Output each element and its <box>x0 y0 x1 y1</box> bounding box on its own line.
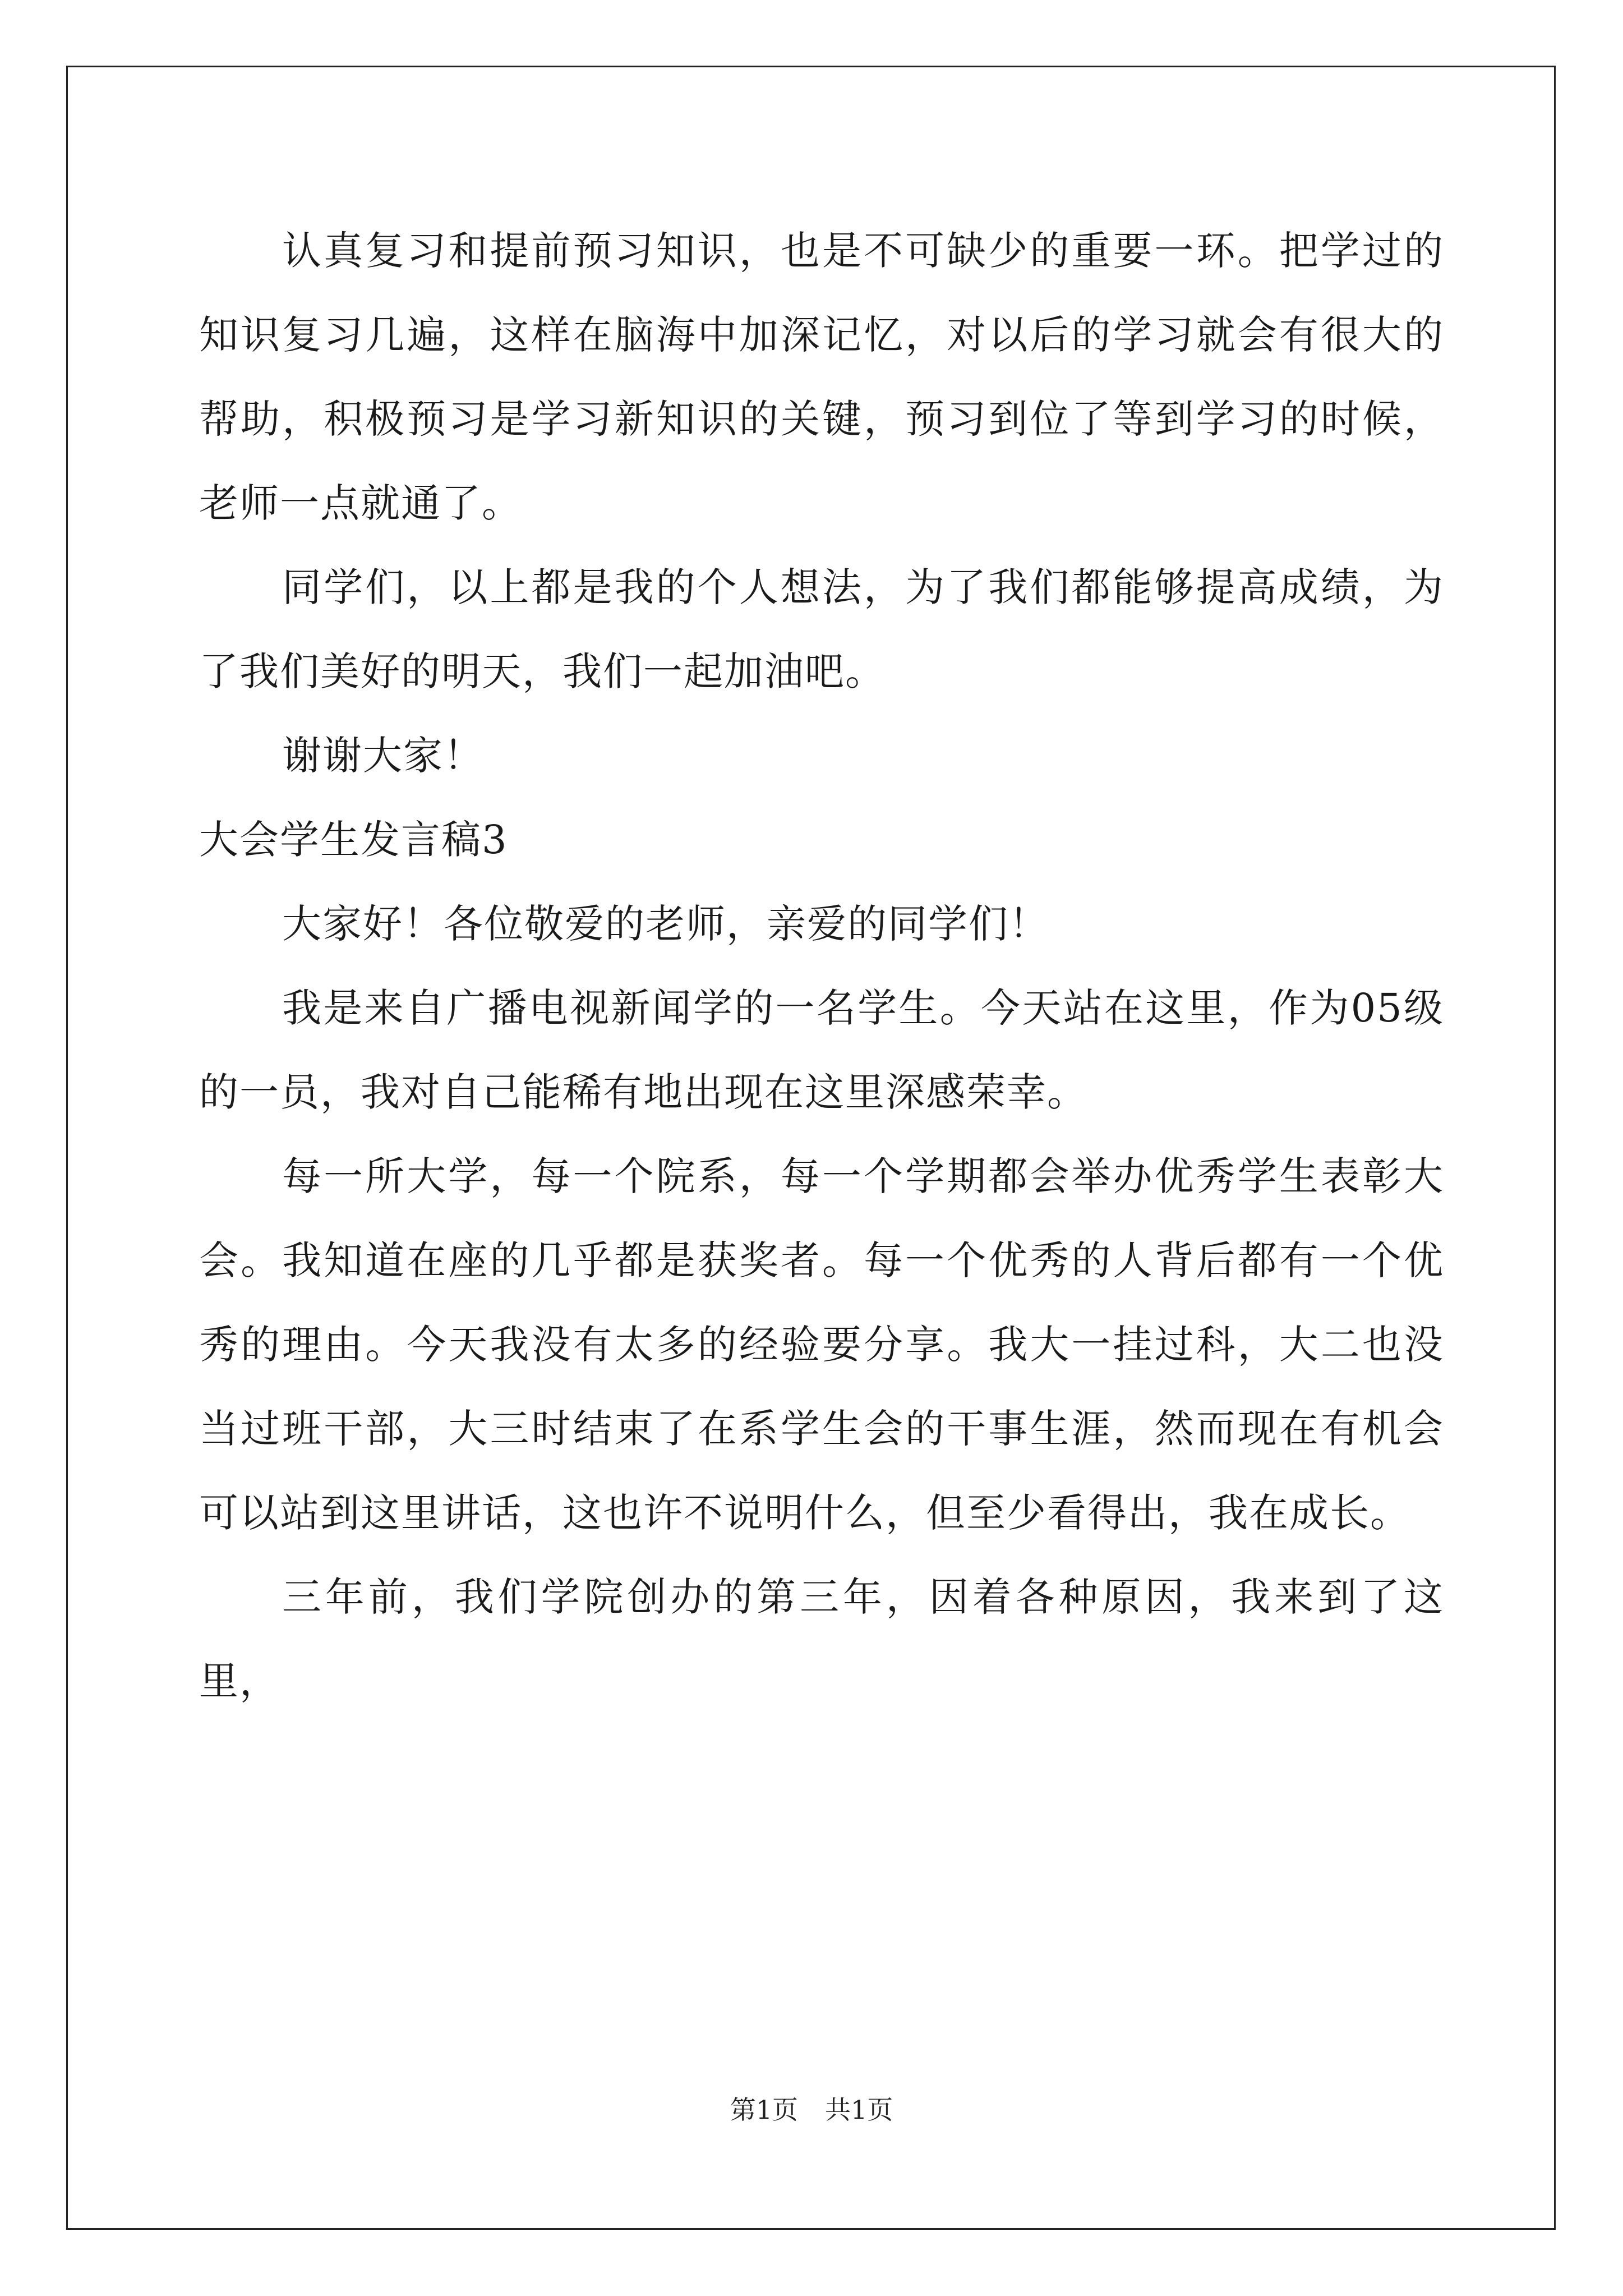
section-heading: 大会学生发言稿3 <box>199 817 508 863</box>
paragraph-greeting: 大家好！各位敬爱的老师，亲爱的同学们！ <box>282 901 1049 947</box>
document-body <box>199 209 1444 1723</box>
paragraph-award-ceremony: 每一所大学，每一个院系，每一个学期都会举办优秀学生表彰大会。我知道在座的几乎都是获奖者。每一个优秀的人背后都有一个优秀的理由。今天我没有太多的经验要分享。我大一挂过科，大二也没当过班干部，大三时结束了在系学生会的干事生涯，然而现在有机会可以站到这里讲话，这也许不说明什么，但至少看得出，我在成长。 <box>199 1153 1444 1536</box>
paragraph-three-years-ago: 三年前，我们学院创办的第三年，因着各种原因，我来到了这里， <box>199 1574 1444 1704</box>
page-number-total: 共1页 <box>825 2095 893 2125</box>
paragraph-review-study: 认真复习和提前预习知识，也是不可缺少的重要一环。把学过的知识复习几遍，这样在脑海中加深记忆，对以后的学习就会有很大的帮助，积极预习是学习新知识的关键，预习到位了等到学习的时候，老师一点就通了。 <box>199 228 1444 526</box>
paragraph-introduction: 我是来自广播电视新闻学的一名学生。今天站在这里，作为05级的一员，我对自己能稀有地出现在这里深感荣幸。 <box>199 985 1444 1115</box>
paragraph-thanks: 谢谢大家！ <box>282 733 484 779</box>
page-footer <box>0 2090 1623 2127</box>
paragraph-classmates: 同学们，以上都是我的个人想法，为了我们都能够提高成绩，为了我们美好的明天，我们一起加油吧。 <box>199 564 1444 694</box>
page-number-current: 第1页 <box>730 2095 798 2125</box>
